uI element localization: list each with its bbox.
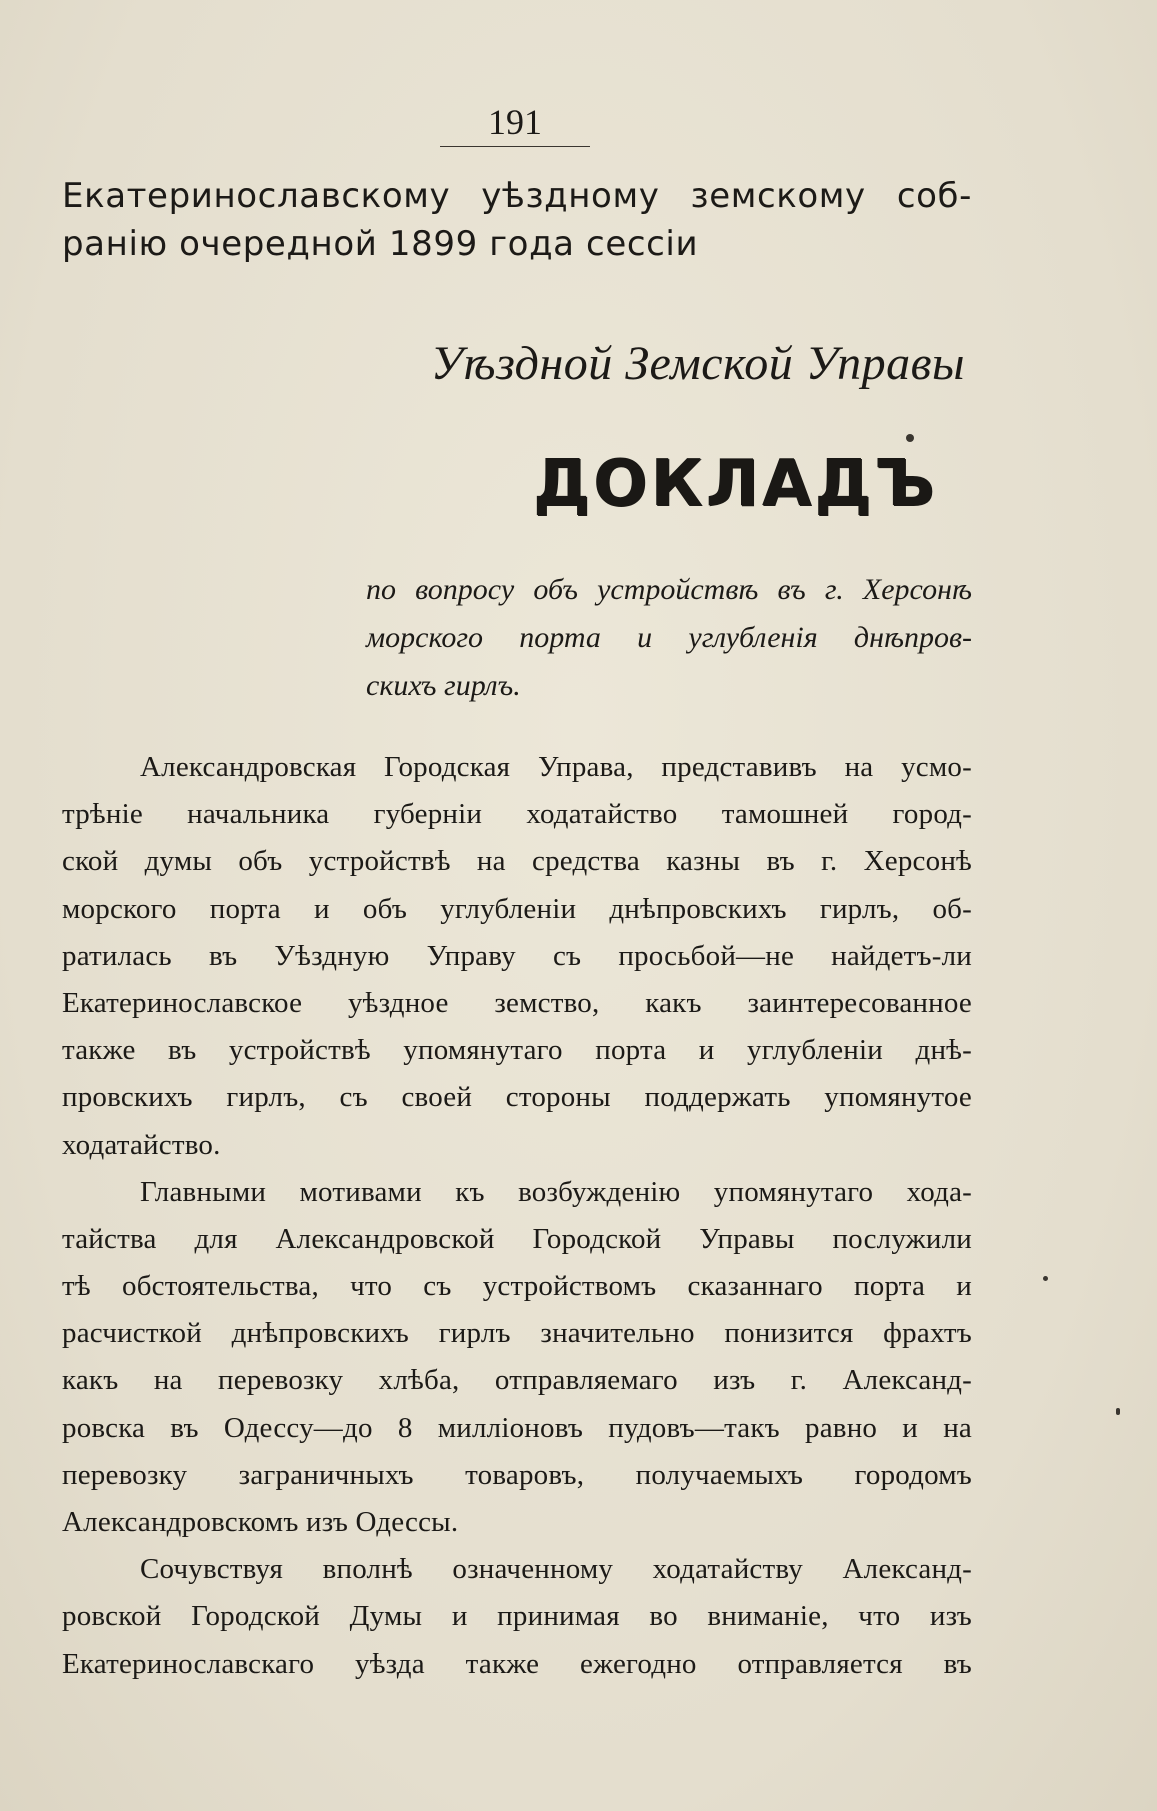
report-subject <box>366 566 972 710</box>
text-line: тѣ обстоятельства, что съ устройствомъ сказаннаго порта и <box>62 1270 972 1303</box>
text-line: Главными мотивами къ возбужденію упомянутаго хода- <box>140 1175 972 1208</box>
text-line: какъ на перевозку хлѣба, отправляемаго изъ г. Александ- <box>62 1364 972 1397</box>
text-line: тайства для Александровской Городской Управы послужили <box>62 1222 972 1255</box>
report-title: ДОКЛАДЪ <box>533 447 938 521</box>
page-number-rule <box>440 146 590 147</box>
paragraph <box>62 1169 972 1547</box>
text-line: Сочувствуя вполнѣ означенному ходатайству Александ- <box>140 1553 972 1586</box>
addressee-line: Екатеринославскому уѣздному земскому соб- <box>62 176 972 216</box>
ink-speck <box>1116 1408 1120 1415</box>
text-line: морского порта и объ углубленіи днѣпровскихъ гирлъ, об- <box>62 892 972 925</box>
text-line: Александровская Городская Управа, представивъ на усмо- <box>140 751 972 783</box>
text-line: ровска въ Одессу—до 8 милліоновъ пудовъ—такъ равно и на <box>62 1411 972 1444</box>
text-line: Екатеринославскаго уѣзда также ежегодно отправляется въ <box>62 1647 972 1680</box>
ink-speck <box>1043 1276 1048 1281</box>
text-line: ровской Городской Думы и принимая во вниманіе, что изъ <box>62 1600 972 1633</box>
addressee-heading <box>62 172 972 268</box>
ink-speck <box>906 434 914 442</box>
body-text <box>62 744 972 1688</box>
text-line: перевозку заграничныхъ товаровъ, получаемыхъ городомъ <box>62 1458 972 1491</box>
text-line: Александровскомъ изъ Одессы. <box>62 1506 459 1538</box>
text-line: Екатеринославское уѣздное земство, какъ заинтересованное <box>62 986 972 1019</box>
subject-line: скихъ гирлъ. <box>366 669 521 702</box>
text-line: провскихъ гирлъ, съ своей стороны поддержать упомянутое <box>62 1081 972 1114</box>
text-line: расчисткой днѣпровскихъ гирлъ значительно понизится фрахтъ <box>62 1317 972 1350</box>
text-line: ской думы объ устройствѣ на средства казны въ г. Херсонѣ <box>62 845 972 878</box>
text-line: трѣніе начальника губерніи ходатайство тамошней город- <box>62 798 972 831</box>
paragraph <box>62 1546 972 1688</box>
page-number: 191 <box>488 102 542 142</box>
text-line: ратилась въ Уѣздную Управу съ просьбой—не найдетъ-ли <box>62 939 972 972</box>
text-line: также въ устройствѣ упомянутаго порта и углубленіи днѣ- <box>62 1034 972 1067</box>
addressee-line: ранію очередной 1899 года сессіи <box>62 224 699 264</box>
issuing-board: Уѣздной Земской Управы <box>430 337 965 390</box>
subject-line: морского порта и углубленія днѣпров- <box>366 621 972 654</box>
paragraph <box>62 744 972 1169</box>
text-line: ходатайство. <box>62 1128 221 1161</box>
subject-line: по вопросу объ устройствѣ въ г. Херсонѣ <box>366 573 972 606</box>
